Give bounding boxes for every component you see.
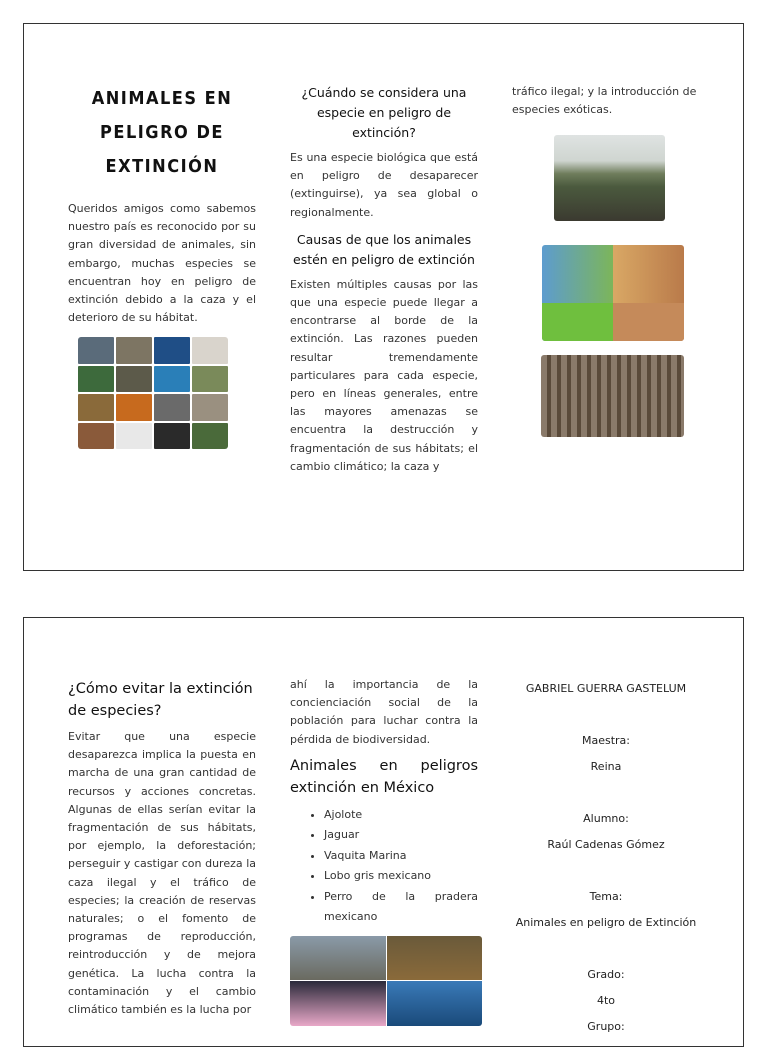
list-item: • Lobo gris mexicano: [324, 866, 478, 887]
avoid-extinction-text: Evitar que una especie desaparezca implica la puesta en marcha de una gran cantidad de recursos y acciones concretas. Algunas de ellas serían evitar la fragmentación de sus hábitats, por ejemplo, la deforestación; perseguir y castigar con dureza la caza ilegal y el tráfico de especies; la creación de reservas naturales; o el fomento de programas de reproducción, reintroducción y de mejora genética. La lucha contra la contaminación y el cambio climático también es la lucha por: [68, 730, 256, 1017]
teacher-name: Reina: [590, 760, 622, 773]
list-item: • Vaquita Marina: [324, 846, 478, 867]
column-6-cover-info: [512, 676, 700, 1040]
when-endangered-text: Es una especie biológica que está en peligro de desaparecer (extinguirse), ya sea global o regionalmente.: [290, 151, 478, 219]
topic-label: Tema:: [589, 890, 623, 903]
when-endangered-heading: ¿Cuándo se considera una especie en peligro de extinción?: [301, 85, 467, 140]
mexico-animals-heading: Animales en peligros extinción en México: [290, 757, 478, 796]
awareness-text: ahí la importancia de la concienciación social de la población para luchar contra la pérdida de biodiversidad.: [290, 678, 478, 746]
brochure-page-2: [23, 617, 744, 1047]
grade-label: Grado:: [587, 968, 625, 981]
climate-change-image: [542, 245, 684, 341]
intro-paragraph: Queridos amigos como sabemos nuestro país es reconocido por su gran diversidad de animales, sin embargo, muchas especies se encuentran hoy en peligro de extinción debido a la caza y el deterioro de su hábitat.: [68, 202, 256, 325]
endangered-animals-list: [290, 805, 478, 928]
teacher-label: Maestra:: [581, 734, 630, 747]
brochure-title: ANIMALES EN PELIGRO DE EXTINCIÓN: [91, 88, 233, 177]
animals-collage-image: [78, 337, 228, 449]
illegal-trafficking-image: [541, 355, 684, 437]
causes-text: Existen múltiples causas por las que una especie puede llegar a encontrarse al borde de la extinción. Las razones pueden resultar tremendamente particulares para cada especie, pero en líneas generales, entre las mayores amenazas se encuentra la destrucción y fragmentación de sus hábitats; el cambio climático; la caza y: [290, 277, 478, 473]
topic-value: Animales en peligro de Extinción: [515, 916, 697, 929]
avoid-extinction-heading: ¿Cómo evitar la extinción de especies?: [68, 681, 253, 719]
list-item: • Jaguar: [324, 825, 478, 846]
mexico-animals-collage-image: [290, 936, 482, 1026]
column-2: [290, 83, 478, 476]
column-5: [290, 676, 478, 1026]
school-name: GABRIEL GUERRA GASTELUM: [525, 682, 687, 695]
column-4: [68, 678, 256, 1019]
causes-continued-text: tráfico ilegal; y la introducción de especies exóticas.: [512, 85, 697, 117]
deforestation-image: [554, 135, 665, 221]
student-name: Raúl Cadenas Gómez: [547, 838, 665, 851]
column-3: [512, 83, 706, 437]
grade-value: 4to: [596, 994, 616, 1007]
student-label: Alumno:: [583, 812, 629, 825]
list-item: • Ajolote: [324, 805, 478, 826]
list-item: • Perro de la pradera mexicano: [324, 887, 478, 928]
brochure-page-1: [23, 23, 744, 571]
causes-heading: Causas de que los animales estén en peligro de extinción: [293, 231, 475, 267]
column-1: [68, 82, 256, 449]
group-label: Grupo:: [587, 1020, 625, 1033]
